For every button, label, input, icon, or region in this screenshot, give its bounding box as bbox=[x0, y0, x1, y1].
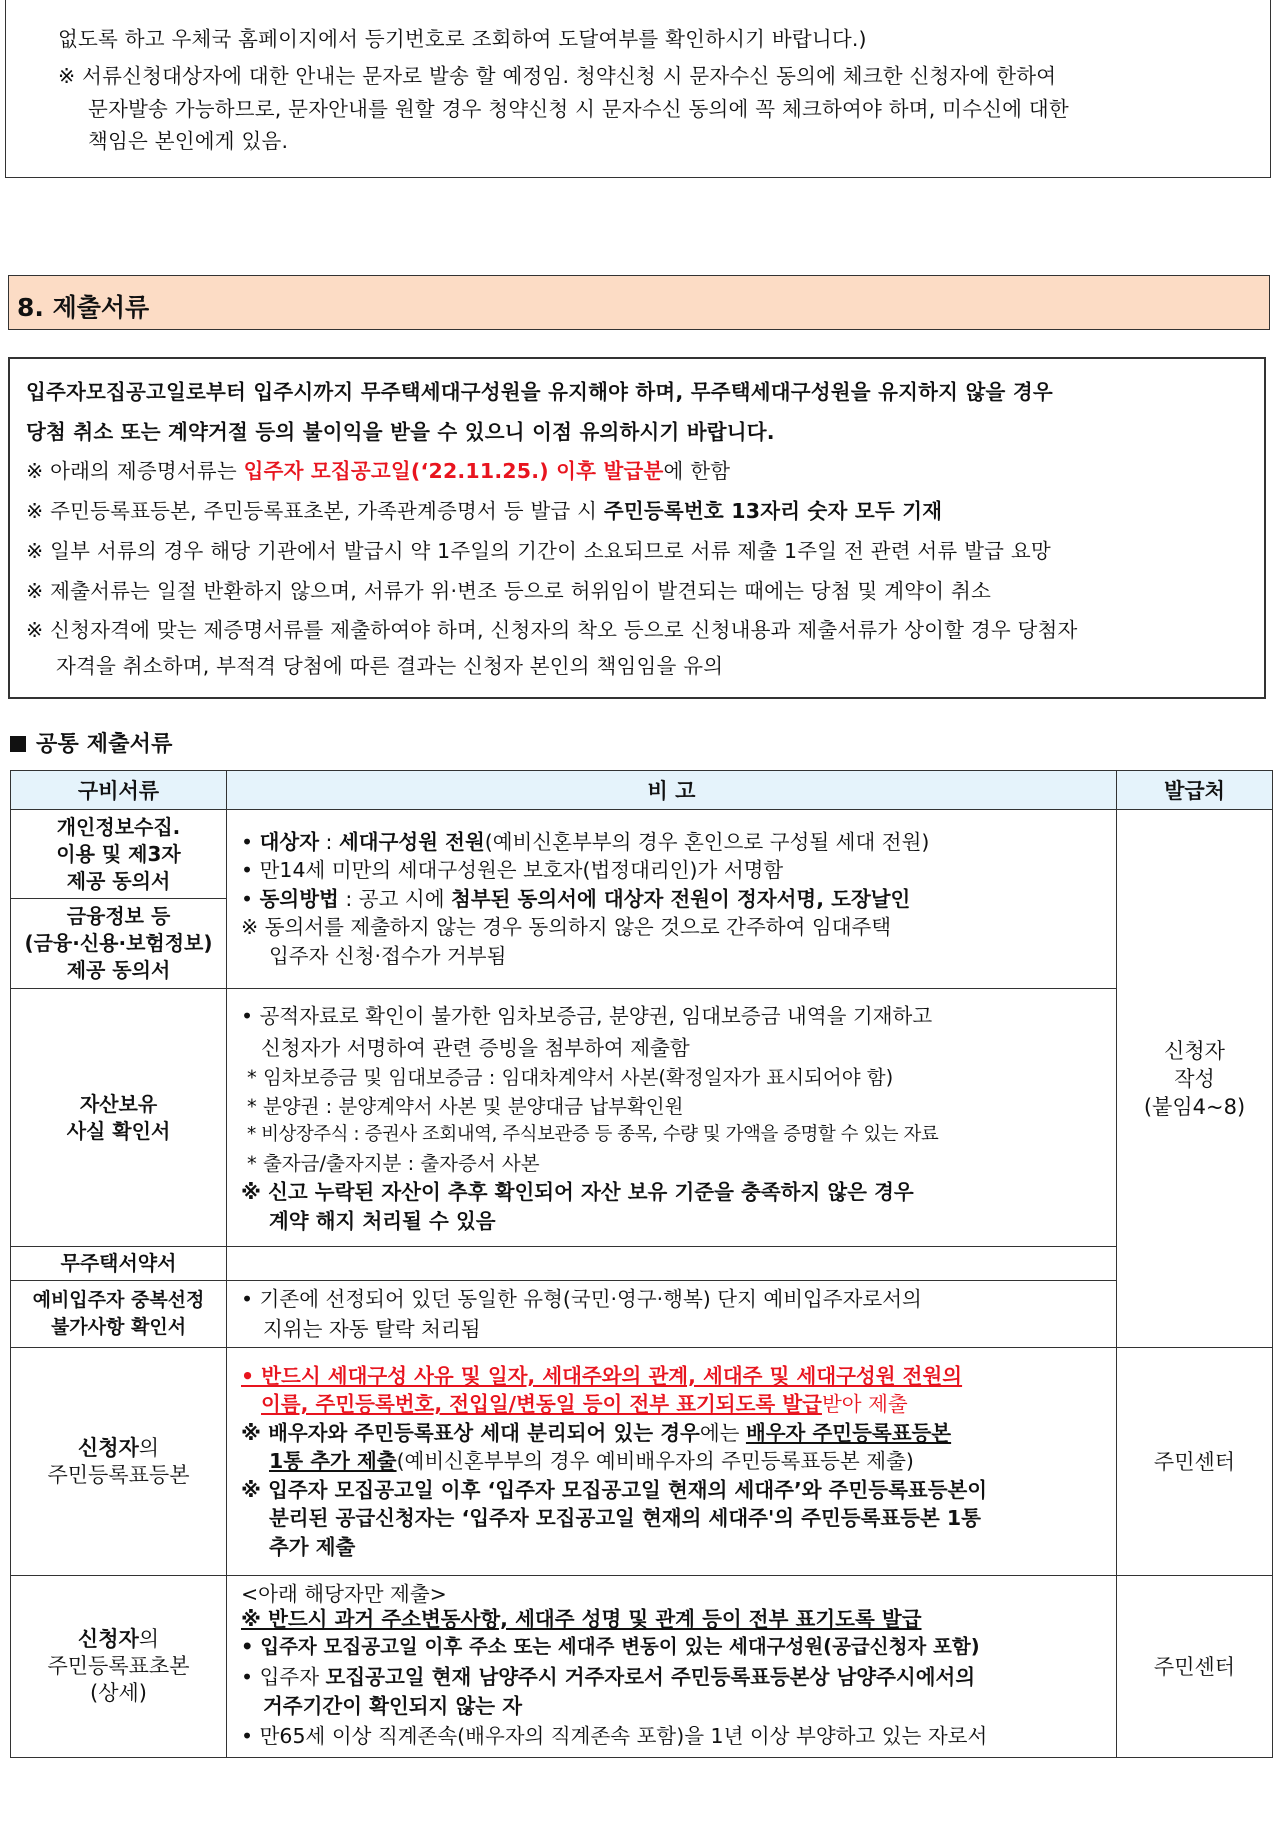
doc-name: 개인정보수집. bbox=[56, 814, 181, 839]
doc-name-cell bbox=[11, 1348, 227, 1576]
issuer: 주민센터 bbox=[1153, 1654, 1236, 1679]
doc-name: 사실 확인서 bbox=[66, 1118, 171, 1143]
note-line: * 비상장주식 : 증권사 조회내역, 주식보관증 등 종목, 수량 및 가액을 증명할 수 있는 자료 bbox=[247, 1124, 939, 1145]
doc-note-cell bbox=[227, 1576, 1117, 1758]
note-line: 계약 해지 처리될 수 있음 bbox=[269, 1208, 496, 1233]
note-line: ※ 동의서를 제출하지 않는 경우 동의하지 않은 것으로 간주하여 임대주택 bbox=[241, 915, 892, 940]
issuer: 주민센터 bbox=[1153, 1449, 1236, 1474]
note-bold: 배우자 주민등록표등본 bbox=[745, 1420, 952, 1445]
notice-highlight: 입주자 모집공고일(‘22.11.25.) 이후 발급분 bbox=[243, 459, 664, 483]
top-notice-line: 문자발송 가능하므로, 문자안내를 원할 경우 청약신청 시 문자수신 동의에 꼭 체크하여야 하며, 미수신에 대한 bbox=[88, 97, 1069, 121]
note-line: 분리된 공급신청자는 ‘입주자 모집공고일 현재의 세대주'의 주민등록표등본 1통 bbox=[269, 1506, 981, 1531]
notice-bold-line: 당첨 취소 또는 계약거절 등의 불이익을 받을 수 있으니 이점 유의하시기 바랍니다. bbox=[26, 420, 775, 444]
doc-name: 불가사항 확인서 bbox=[50, 1316, 187, 1338]
doc-name: (상세) bbox=[90, 1681, 147, 1705]
top-notice-line: 책임은 본인에게 있음. bbox=[88, 129, 289, 153]
note-text: 에는 bbox=[699, 1420, 746, 1445]
section-title: 8. 제출서류 bbox=[17, 293, 150, 322]
doc-name-bold: 신청자 bbox=[77, 1627, 139, 1651]
note-bold: 세대구성원 전원 bbox=[338, 829, 485, 854]
doc-name: 자산보유 bbox=[79, 1091, 158, 1116]
note-line: 지위는 자동 탈락 처리됨 bbox=[263, 1317, 481, 1341]
notice-line: ※ 일부 서류의 경우 해당 기관에서 발급시 약 1주일의 기간이 소요되므로 서류 제출 1주일 전 관련 서류 발급 요망 bbox=[26, 539, 1051, 563]
note-bold: 모집공고일 현재 남양주시 거주자로서 주민등록표등본상 남양주시에서의 bbox=[325, 1664, 976, 1689]
issuer-cell bbox=[1117, 1348, 1273, 1576]
note-bold: 1통 추가 제출 bbox=[269, 1449, 397, 1474]
notice-text: ※ 아래의 제증명서류는 bbox=[26, 459, 244, 483]
doc-name-cell bbox=[11, 1281, 227, 1348]
doc-name: 금융정보 등 bbox=[66, 904, 171, 928]
note-text: 받아 제출 bbox=[821, 1392, 908, 1417]
doc-note-cell bbox=[227, 1348, 1117, 1576]
doc-name-text: 의 bbox=[138, 1435, 160, 1460]
note-bold: 동의방법 bbox=[259, 886, 339, 911]
note-text: • 입주자 bbox=[241, 1664, 326, 1689]
notice-text: 에 한함 bbox=[663, 459, 731, 483]
note-line bbox=[241, 828, 1116, 857]
section-header bbox=[8, 275, 1270, 330]
bullet: • bbox=[241, 829, 260, 854]
top-notice-line: 없도록 하고 우체국 홈페이지에서 등기번호로 조회하여 도달여부를 확인하시기 바랍니다.) bbox=[58, 27, 867, 51]
note-line: • 만14세 미만의 세대구성원은 보호자(법정대리인)가 서명함 bbox=[241, 858, 784, 883]
doc-note-cell bbox=[227, 810, 1117, 989]
doc-name: 주민등록표초본 bbox=[47, 1654, 190, 1678]
table-header: 비 고 bbox=[227, 771, 1117, 810]
doc-name: 예비입주자 중복선정 bbox=[32, 1289, 205, 1311]
issuer-cell bbox=[1117, 810, 1273, 1348]
doc-name: (금융·신용·보험정보) bbox=[24, 931, 213, 955]
note-line bbox=[241, 1390, 1116, 1419]
note-text: : bbox=[319, 829, 339, 854]
note-text: (예비신혼부부의 경우 예비배우자의 주민등록표등본 제출) bbox=[396, 1449, 914, 1474]
notice-line: 자격을 취소하며, 부적격 당첨에 따른 결과는 신청자 본인의 책임임을 유의 bbox=[56, 654, 724, 678]
table-header: 발급처 bbox=[1117, 771, 1273, 810]
doc-note-cell bbox=[227, 989, 1117, 1247]
doc-name-cell bbox=[11, 1576, 227, 1758]
bullet: • bbox=[241, 886, 260, 911]
doc-name bbox=[11, 1435, 226, 1462]
note-line: 입주자 신청·접수가 거부됨 bbox=[269, 943, 507, 968]
doc-name: 제공 동의서 bbox=[66, 958, 171, 982]
doc-note-cell bbox=[227, 1281, 1117, 1348]
note-line: • 공적자료로 확인이 불가한 임차보증금, 분양권, 임대보증금 내역을 기재하고 bbox=[241, 1004, 933, 1028]
note-line bbox=[241, 885, 1116, 914]
note-line: <아래 해당자만 제출> bbox=[241, 1581, 447, 1606]
issuer: 신청자 bbox=[1164, 1038, 1225, 1063]
note-line: ※ 입주자 모집공고일 이후 ‘입주자 모집공고일 현재의 세대주’와 주민등록표등본이 bbox=[241, 1477, 988, 1502]
notice-line: ※ 제출서류는 일절 반환하지 않으며, 서류가 위·변조 등으로 허위임이 발견되는 때에는 당첨 및 계약이 취소 bbox=[26, 579, 991, 603]
issuer: (붙임4~8) bbox=[1143, 1094, 1246, 1119]
doc-name: 이용 및 제3자 bbox=[56, 841, 181, 866]
note-line bbox=[241, 1662, 1116, 1692]
notice-line bbox=[26, 494, 942, 524]
note-bold: ※ 배우자와 주민등록표상 세대 분리되어 있는 경우 bbox=[241, 1420, 700, 1445]
doc-name-bold: 신청자 bbox=[77, 1435, 139, 1460]
note-line: * 분양권 : 분양계약서 사본 및 분양대금 납부확인원 bbox=[247, 1094, 684, 1118]
note-bold: 대상자 bbox=[259, 829, 320, 854]
doc-name-text: 의 bbox=[138, 1627, 160, 1651]
doc-name: 무주택서약서 bbox=[60, 1251, 177, 1275]
note-line: ※ 반드시 과거 주소변동사항, 세대주 성명 및 관계 등이 전부 표기도록 발급 bbox=[241, 1606, 922, 1631]
doc-name-cell bbox=[11, 989, 227, 1247]
doc-name: 제공 동의서 bbox=[66, 868, 171, 893]
note-line: • 기존에 선정되어 있던 동일한 유형(국민·영구·행복) 단지 예비입주자로서의 bbox=[241, 1287, 922, 1311]
note-line: 신청자가 서명하여 관련 증빙을 첨부하여 제출함 bbox=[261, 1036, 690, 1060]
note-line bbox=[241, 1419, 1116, 1448]
doc-name-cell bbox=[11, 1247, 227, 1281]
note-line bbox=[241, 1447, 1116, 1476]
issuer-cell bbox=[1117, 1576, 1273, 1758]
doc-name bbox=[11, 1626, 226, 1653]
doc-name-cell bbox=[11, 810, 227, 899]
square-bullet-icon bbox=[10, 736, 26, 752]
note-line: ※ 신고 누락된 자산이 추후 확인되어 자산 보유 기준을 충족하지 않은 경우 bbox=[241, 1180, 914, 1204]
table-header: 구비서류 bbox=[11, 771, 227, 810]
doc-name-cell bbox=[11, 899, 227, 989]
top-notice-line: ※ 서류신청대상자에 대한 안내는 문자로 발송 할 예정임. 청약신청 시 문자수신 동의에 체크한 신청자에 한하여 bbox=[58, 64, 1057, 88]
note-line: * 임차보증금 및 임대보증금 : 임대차계약서 사본(확정일자가 표시되어야 함) bbox=[247, 1066, 894, 1089]
note-text: : 공고 시에 bbox=[338, 886, 452, 911]
notice-line bbox=[26, 454, 730, 484]
common-documents-table bbox=[10, 770, 1273, 1758]
submission-notice-box bbox=[8, 357, 1266, 699]
note-line: 거주기간이 확인되지 않는 자 bbox=[263, 1693, 523, 1718]
note-line: • 입주자 모집공고일 이후 주소 또는 세대주 변동이 있는 세대구성원(공급신청자 포함) bbox=[241, 1634, 980, 1658]
doc-note-cell bbox=[227, 1247, 1117, 1281]
note-red: 이름, 주민등록번호, 전입일/변동일 등이 전부 표기되도록 발급 bbox=[261, 1392, 822, 1417]
top-notice-box bbox=[5, 0, 1271, 178]
note-line: • 반드시 세대구성 사유 및 일자, 세대주와의 관계, 세대주 및 세대구성원 전원의 bbox=[241, 1363, 963, 1388]
notice-line: ※ 신청자격에 맞는 제증명서류를 제출하여야 하며, 신청자의 착오 등으로 신청내용과 제출서류가 상이할 경우 당첨자 bbox=[26, 618, 1078, 642]
notice-text: ※ 주민등록표등본, 주민등록표초본, 가족관계증명서 등 발급 시 bbox=[26, 499, 604, 523]
note-text: (예비신혼부부의 경우 혼인으로 구성될 세대 전원) bbox=[484, 829, 930, 854]
issuer: 작성 bbox=[1174, 1066, 1215, 1091]
note-line: * 출자금/출자지분 : 출자증서 사본 bbox=[247, 1151, 540, 1175]
note-line: • 만65세 이상 직계존속(배우자의 직계존속 포함)을 1년 이상 부양하고 있는 자로서 bbox=[241, 1723, 988, 1748]
notice-bold-text: 주민등록번호 13자리 숫자 모두 기재 bbox=[603, 499, 943, 523]
subsection-title bbox=[10, 727, 173, 758]
note-bold: 첨부된 동의서에 대상자 전원이 정자서명, 도장날인 bbox=[451, 886, 911, 911]
note-line: 추가 제출 bbox=[269, 1534, 356, 1559]
doc-name: 주민등록표등본 bbox=[47, 1462, 190, 1487]
notice-bold-line: 입주자모집공고일로부터 입주시까지 무주택세대구성원을 유지해야 하며, 무주택세대구성원을 유지하지 않을 경우 bbox=[26, 380, 1053, 404]
subsection-title-text: 공통 제출서류 bbox=[36, 732, 173, 757]
